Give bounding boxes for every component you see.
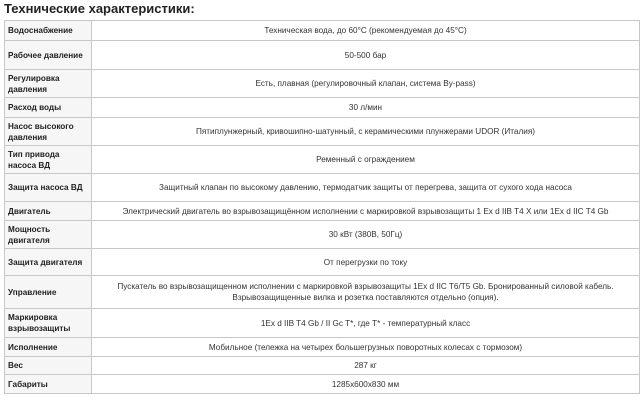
row-value: Пускатель во взрывозащищенном исполнении с маркировкой взрывозащиты 1Ex d IIC T6/T5 Gb. Бронированный силовой кабель. Взрывозащищенные вилка и розетка поставляются отдельно (опция). <box>92 276 640 309</box>
row-name: Защита насоса ВД <box>5 174 92 202</box>
table-row <box>5 221 640 249</box>
row-name: Регулировка давления <box>5 70 92 98</box>
table-row <box>5 118 640 146</box>
row-name: Насос высокого давления <box>5 118 92 146</box>
table-row <box>5 174 640 202</box>
row-value: Техническая вода, до 60°С (рекомендуемая до 45°С) <box>92 21 640 41</box>
row-value: Ременный с ограждением <box>92 146 640 174</box>
row-name: Мощность двигателя <box>5 221 92 249</box>
row-value: Мобильное (тележка на четырех большегрузных поворотных колесах с тормозом) <box>92 338 640 357</box>
row-name: Защита двигателя <box>5 249 92 276</box>
table-row <box>5 41 640 70</box>
row-name: Вес <box>5 357 92 375</box>
row-name: Маркировка взрывозащиты <box>5 309 92 338</box>
row-name: Рабочее давление <box>5 41 92 70</box>
row-value: От перегрузки по току <box>92 249 640 276</box>
row-value: 1285х600х830 мм <box>92 375 640 394</box>
specs-table <box>4 20 640 394</box>
row-value: 30 л/мин <box>92 98 640 118</box>
table-row <box>5 202 640 221</box>
row-name: Расход воды <box>5 98 92 118</box>
section-heading: Технические характеристики: <box>4 1 195 16</box>
row-value: Есть, плавная (регулировочный клапан, система By-pass) <box>92 70 640 98</box>
row-value: Защитный клапан по высокому давлению, термодатчик защиты от перегрева, защита от сухого хода насоса <box>92 174 640 202</box>
table-row <box>5 375 640 394</box>
row-name: Тип привода насоса ВД <box>5 146 92 174</box>
row-name: Габариты <box>5 375 92 394</box>
table-row <box>5 276 640 309</box>
row-value: Пятиплунжерный, кривошипно-шатунный, с керамическими плунжерами UDOR (Италия) <box>92 118 640 146</box>
table-row <box>5 146 640 174</box>
row-value: 30 кВт (380В, 50Гц) <box>92 221 640 249</box>
row-name: Управление <box>5 276 92 309</box>
row-name: Двигатель <box>5 202 92 221</box>
specs-table-body <box>5 21 640 394</box>
table-row <box>5 98 640 118</box>
row-value: 50-500 бар <box>92 41 640 70</box>
row-value: 1Ex d IIB T4 Gb / II Gc T*, где T* - температурный класс <box>92 309 640 338</box>
row-name: Исполнение <box>5 338 92 357</box>
table-row <box>5 249 640 276</box>
row-value: 287 кг <box>92 357 640 375</box>
table-row <box>5 70 640 98</box>
table-row <box>5 21 640 41</box>
row-value: Электрический двигатель во взрывозащищённом исполнении с маркировкой взрывозащиты 1 Ex d IIB T4 X или 1Ex d IIC T4 Gb <box>92 202 640 221</box>
table-row <box>5 309 640 338</box>
table-row <box>5 357 640 375</box>
row-name: Водоснабжение <box>5 21 92 41</box>
table-row <box>5 338 640 357</box>
